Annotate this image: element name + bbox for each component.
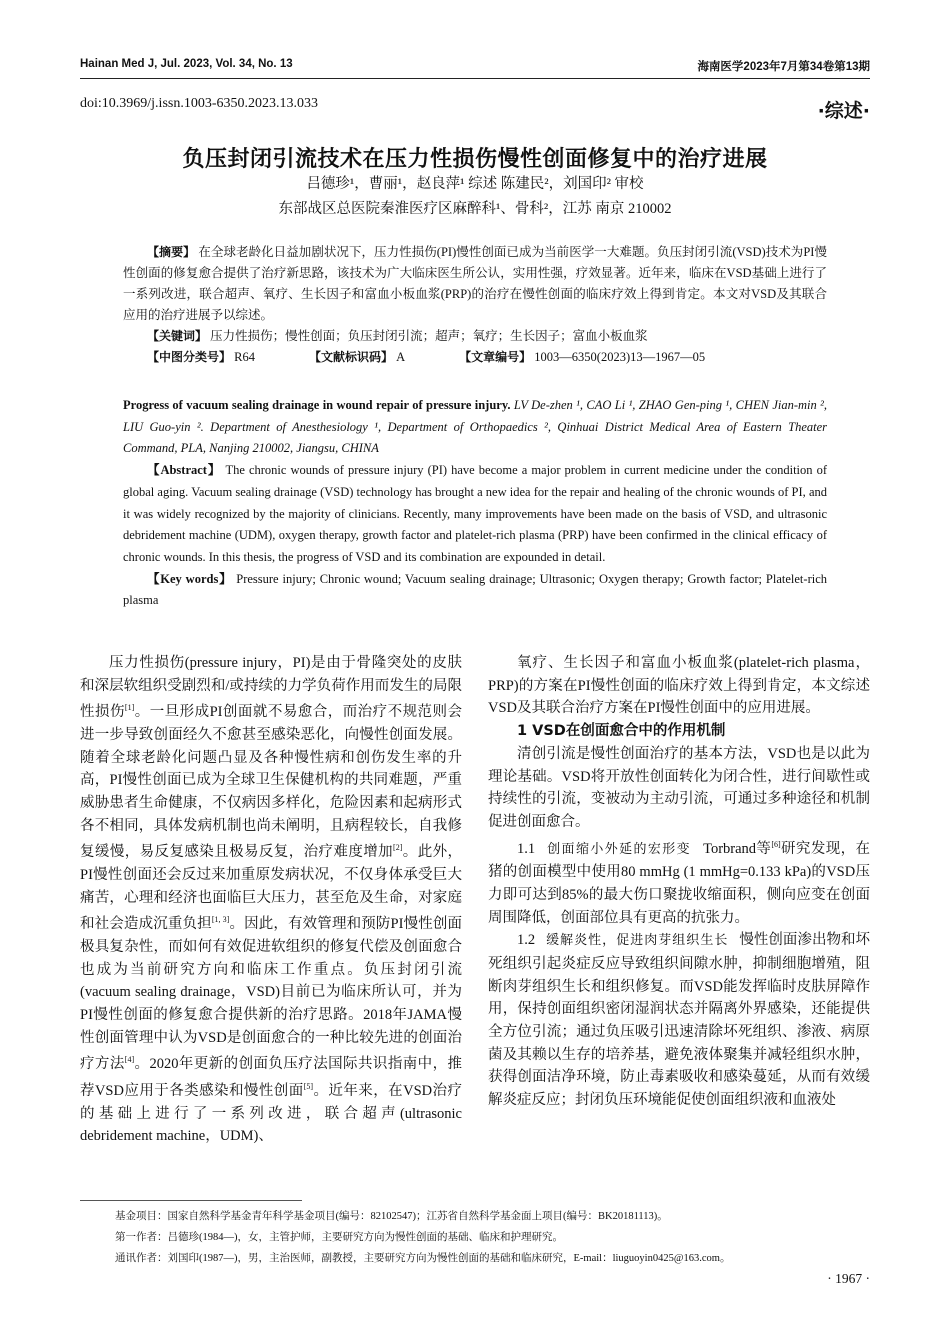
english-affiliation: Department of Anesthesiology ¹, Department of Orthopaedics ², Qinhuai District Medical Area of Eastern Theater Command, PLA, Nanjing 210002, Jiangsu, CHINA	[123, 419, 828, 456]
english-title: Progress of vacuum sealing drainage in wound repair of pressure injury.	[123, 398, 511, 412]
chinese-abstract	[123, 242, 827, 326]
english-abstract-text: The chronic wounds of pressure injury (PI) have become a major problem in current medicine under the condition of global aging. Vacuum sealing drainage (VSD) technology has brought a new idea for the repair and healing of the chronic wounds of PI, and it was widely recognized by the majority of clinicians. Recently, many improvements have been made on the basis of VSD, and ultrasonic debridement machine (UDM), oxygen therapy, growth factor and platelet-rich plasma (PRP) have been confirmed in the clinical efficacy of chronic wounds. In this thesis, the progress of VSD and its combination are expounded in detail.	[123, 463, 827, 564]
section-heading-1: 1 VSD在创面愈合中的作用机制	[517, 723, 726, 740]
authors: 吕德珍¹，曹丽¹，赵良萍¹ 综述 陈建民²，刘国印² 审校	[306, 176, 644, 192]
classification-row	[123, 347, 827, 368]
english-keywords-label: 【Key words】	[147, 571, 233, 586]
citation[interactable]: [4]	[124, 1055, 135, 1065]
page-number: · 1967 ·	[827, 1271, 870, 1286]
footnote-fund: 基金项目：国家自然科学基金青年科学基金项目(编号：82102547)；江苏省自然科学基金面上项目(编号：BK20181113)。	[115, 1211, 668, 1222]
article-number-label: 【文章编号】	[459, 350, 532, 364]
doi: doi:10.3969/j.issn.1003-6350.2023.13.033	[80, 96, 319, 111]
footnote-rule	[80, 1200, 302, 1201]
citation[interactable]: [1]	[124, 703, 135, 713]
subsection-number: 1.2	[517, 932, 536, 949]
citation[interactable]: [2]	[393, 843, 403, 853]
footnote-first-author: 第一作者：吕德珍(1984—)，女，主管护师，主要研究方向为慢性创面的基础、临床和护理研究。	[115, 1232, 563, 1243]
english-keywords-text: Pressure injury; Chronic wound; Vacuum sealing drainage; Ultrasonic; Oxygen therapy; Growth factor; Platelet-rich plasma	[123, 571, 827, 608]
subsection-number: 1.1	[517, 840, 536, 857]
affiliation: 东部战区总医院秦淮医疗区麻醉科¹、骨科²，江苏 南京 210002	[278, 201, 672, 217]
subsection-1-1: 1.1 创面缩小外延的宏形变 Torbrand等[6]研究发现，在猪的创面模型中使用80 mmHg (1 mmHg=0.133 kPa)的VSD压力即可达到85%的最大伤口聚拢收缩面积，侧向应变在创面周围降低，创面部位具有更高的抗张力。	[488, 839, 870, 926]
intro-paragraph: 压力性损伤(pressure injury，PI)是由于骨隆突处的皮肤和深层软组织受剧烈和/或持续的力学负荷作用而发生的局限性损伤[1]。一旦形成PI创面就不易愈合，而治疗不规范则会进一步导致创面经久不愈甚至感染恶化，向慢性创面发展。随着全球老龄化问题凸显及各种慢性病和创伤发生率的升高，PI慢性创面已成为全球卫生保健机构的共同难题，严重威胁患者生命健康，不仅病因多样化，危险因素和起病形式各不相同，具体发病机制也尚未阐明，且病程较长，自我修复缓慢，易反复感染且极易反复，治疗难度增加[2]。此外，PI慢性创面还会反过来加重原发病状况，不仅身体承受巨大痛苦，心理和经济也面临巨大压力，甚至危及生命，对家庭和社会造成沉重负担[1, 3]。因此，有效管理和预防PI慢性创面极具复杂性，而如何有效促进软组织的修复代偿及创面愈合也成为当前研究方向和临床工作重点。负压封闭引流(vacuum sealing drainage，VSD)目前已为临床所认可，并为PI慢性创面的修复愈合提供新的治疗思路。2018年JAMA慢性创面管理中认为VSD是创面愈合的一种比较先进的创面治疗方法[4]。2020年更新的创面负压疗法国际共识指南中，推荐VSD应用于各类感染和慢性创面[5]。近年来，在VSD治疗的基础上进行了一系列改进，联合超声(ultrasonic debridement machine，UDM)、	[80, 655, 463, 1145]
doccode-value: A	[396, 350, 406, 364]
chinese-keywords	[123, 326, 827, 347]
english-heading	[123, 395, 827, 460]
citation[interactable]: [5]	[303, 1081, 314, 1091]
abstract-text: 在全球老龄化日益加剧状况下，压力性损伤(PI)慢性创面已成为当前医学一大难题。负压封闭引流(VSD)技术为PI慢性创面的修复愈合提供了治疗新思路，该技术为广大临床医生所公认，实用性强，疗效显著。近年来，临床在VSD基础上进行了一系列改进，联合超声、氧疗、生长因子和富血小板血浆(PRP)的治疗在慢性创面的临床疗效上得到肯定。本文对VSD及其联合应用的治疗进展予以综述。	[123, 245, 828, 322]
running-header-issue: 海南医学2023年7月第34卷第13期	[697, 61, 870, 73]
english-abstract	[123, 460, 827, 569]
intro-continuation: 氧疗、生长因子和富血小板血浆(platelet-rich plasma，PRP)的方案在PI慢性创面的临床疗效上得到肯定，本文综述VSD及其联合治疗方案在PI慢性创面中的应用进展。	[488, 655, 870, 717]
doccode-label: 【文献标识码】	[308, 350, 393, 364]
subsection-1-2: 1.2 缓解炎性，促进肉芽组织生长 慢性创面渗出物和坏死组织引起炎症反应导致组织间隙水肿，抑制细胞增殖，阻断肉芽组织生长和组织修复。而VSD能发挥临时皮肤屏障作用，保持创面组织密闭湿润状态并隔离外界感染，还能提供全方位引流；通过负压吸引迅速清除坏死组织、渗液、病原菌及其赖以生存的培养基，避免液体聚集并减轻组织水肿，获得创面洁净环境，防止毒素吸收和感染蔓延，从而有效缓解炎症反应；封闭负压环境能促使创面组织液和血液处	[488, 932, 871, 1109]
english-abstract-label: 【Abstract】	[147, 463, 222, 478]
subsection-title: 创面缩小外延的宏形变	[547, 841, 692, 857]
citation[interactable]: [1, 3]	[211, 915, 230, 925]
class-value: R64	[234, 350, 255, 364]
section-1-paragraph: 清创引流是慢性创面治疗的基本方法，VSD也是以此为理论基础。VSD将开放性创面转化为闭合性，进行间歇性或持续性的引流，变被动为主动引流，可通过多种途径和机制促进创面愈合。	[488, 745, 870, 830]
footnotes	[115, 1206, 870, 1269]
keywords-text: 压力性损伤；慢性创面；负压封闭引流；超声；氧疗；生长因子；富血小板血浆	[210, 329, 648, 343]
body-left-column	[80, 652, 462, 1148]
chinese-abstract-block	[123, 242, 827, 368]
section-label: ·综述·	[817, 100, 870, 122]
article-number-value: 1003—6350(2023)13—1967—05	[534, 350, 706, 364]
keywords-label: 【关键词】	[147, 329, 208, 343]
abstract-label: 【摘要】	[147, 245, 196, 259]
english-abstract-block	[123, 395, 827, 612]
subsection-title: 缓解炎性，促进肉芽组织生长	[546, 933, 729, 949]
english-keywords	[123, 569, 827, 612]
english-authors: LV De-zhen ¹, CAO Li ¹, ZHAO Gen-ping ¹, CHEN Jian-min ², LIU Guo-yin ².	[123, 398, 828, 434]
citation[interactable]: [6]	[771, 839, 781, 849]
header-rule	[80, 78, 870, 79]
body-right-column	[488, 652, 870, 1112]
footnote-corresponding: 通讯作者：刘国印(1987—)，男，主治医师，副教授，主要研究方向为慢性创面的基础和临床研究，E-mail：liuguoyin0425@163.com。	[115, 1253, 731, 1264]
running-header-journal: Hainan Med J, Jul. 2023, Vol. 34, No. 13	[80, 58, 293, 70]
class-label: 【中图分类号】	[147, 350, 232, 364]
article-title: 负压封闭引流技术在压力性损伤慢性创面修复中的治疗进展	[182, 147, 768, 172]
